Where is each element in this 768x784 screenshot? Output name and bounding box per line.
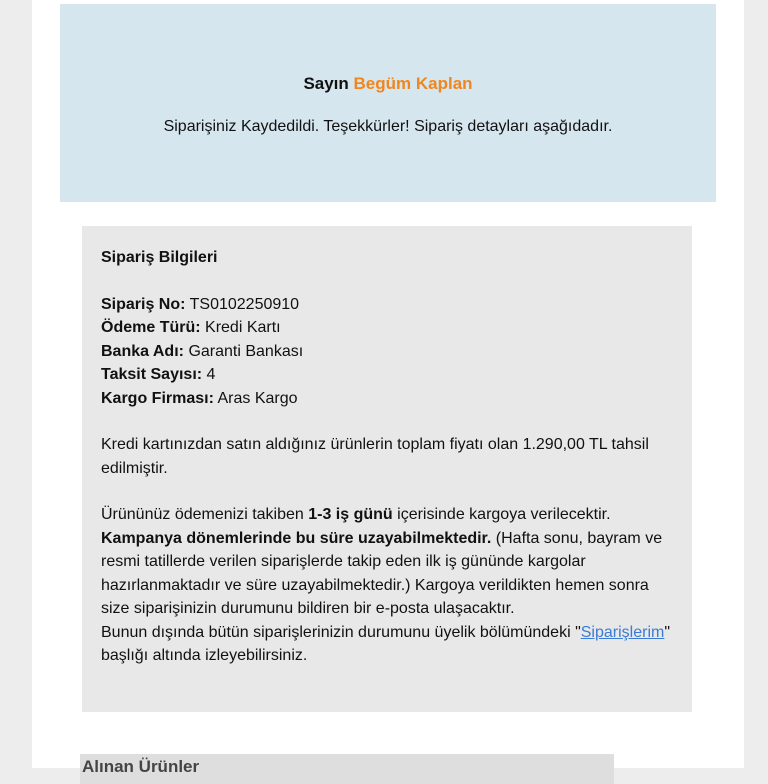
- field-value: Kredi Kartı: [205, 319, 281, 336]
- confirmation-message: Siparişiniz Kaydedildi. Teşekkürler! Sipariş detayları aşağıdadır.: [163, 118, 613, 135]
- field-cargo-company: [101, 387, 673, 411]
- customer-name: Begüm Kaplan: [353, 74, 473, 93]
- shipping-text-2: içerisinde kargoya verilecektir.: [392, 506, 611, 523]
- field-order-no: [101, 293, 673, 317]
- field-payment-type: [101, 316, 673, 340]
- greeting: [60, 74, 716, 94]
- field-value: Aras Kargo: [217, 389, 298, 407]
- order-info-panel: [82, 226, 692, 712]
- field-bank-name: [101, 340, 673, 364]
- my-orders-link[interactable]: Siparişlerim: [580, 623, 665, 641]
- order-info-title: Sipariş Bilgileri: [101, 249, 218, 266]
- field-value: TS0102250910: [189, 295, 300, 313]
- field-value: 4: [206, 366, 216, 383]
- purchased-products-header: Alınan Ürünler: [80, 754, 614, 784]
- field-label: Taksit Sayısı:: [101, 366, 203, 383]
- shipping-text-3: (Hafta sonu, bayram ve resmi tatillerde verilen siparişlerde takip eden ilk iş gününde kargolar hazırlanmaktadır ve süre uzayabilmektedir.) Kargoya verildikten hemen sonra size siparişinizin durumunu bildiren bir e-posta ulaşacaktır.: [101, 529, 663, 617]
- payment-note: Kredi kartınızdan satın aldığınız ürünlerin toplam fiyatı olan 1.290,00 TL tahsil edilmiştir.: [101, 436, 649, 477]
- shipping-duration: 1-3 iş günü: [308, 506, 393, 523]
- confirmation-banner: [60, 4, 716, 202]
- field-installments: [101, 363, 673, 387]
- field-label: Kargo Firması:: [101, 389, 214, 407]
- shipping-text-5: " başlığı altında izleyebilirsiniz.: [101, 623, 671, 664]
- shipping-note: [101, 503, 673, 668]
- field-label: Banka Adı:: [101, 342, 184, 360]
- campaign-warning: Kampanya dönemlerinde bu süre uzayabilmektedir.: [101, 529, 492, 547]
- email-body: [32, 0, 744, 776]
- field-label: Sipariş No:: [101, 295, 186, 313]
- greeting-prefix: Sayın: [303, 74, 349, 93]
- shipping-text-4: Bunun dışında bütün siparişlerinizin durumunu üyelik bölümündeki ": [101, 623, 581, 641]
- shipping-text-1: Ürününüz ödemenizi takiben: [101, 506, 309, 523]
- field-label: Ödeme Türü:: [101, 319, 201, 336]
- field-value: Garanti Bankası: [188, 342, 304, 360]
